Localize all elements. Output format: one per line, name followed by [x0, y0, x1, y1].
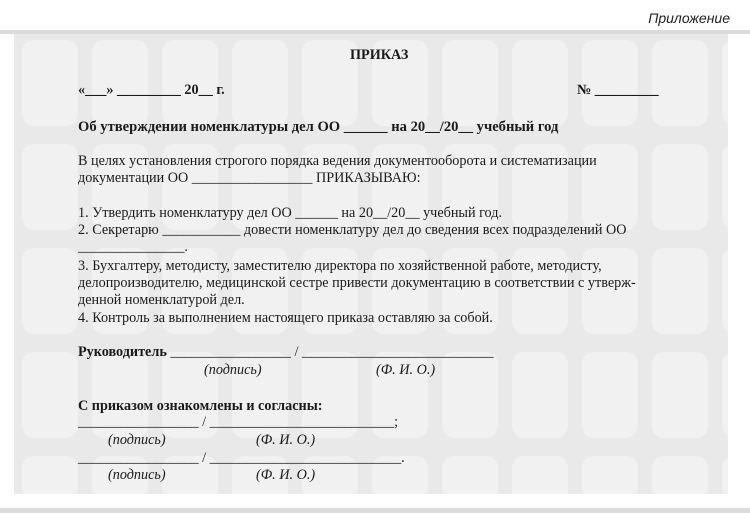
ack-1-signature-caption: (подпись) — [108, 432, 166, 448]
item-2: 2. Секретарю ___________ довести номенклатуру дел до сведения всех подразделений ОО — [78, 222, 627, 238]
intro-line-2: документации ОО _________________ ПРИКАЗЫВАЮ: — [78, 170, 421, 186]
head-signature-caption: (подпись) — [204, 362, 262, 378]
number-line: № _________ — [577, 82, 659, 98]
order-subject: Об утверждении номенклатуры дел ОО ______ на 20__/20__ учебный год — [78, 119, 559, 135]
appendix-label: Приложение — [648, 10, 730, 26]
ack-1-name-caption: (Ф. И. О.) — [256, 432, 316, 448]
item-4: 4. Контроль за выполнением настоящего приказа оставляю за собой. — [78, 310, 493, 326]
head-signature-blanks: _________________ / ___________________________ — [166, 344, 494, 360]
ack-2-signature-caption: (подпись) — [108, 467, 166, 483]
ack-2-name-caption: (Ф. И. О.) — [256, 467, 316, 483]
doc-title: ПРИКАЗ — [350, 47, 409, 63]
item-2-continuation: _______________. — [78, 239, 188, 255]
acknowledgement-line-1: _________________ / __________________________; — [78, 414, 399, 430]
item-1: 1. Утвердить номенклатуру дел ОО ______ на 20__/20__ учебный год. — [78, 205, 503, 221]
acknowledgement-title: С приказом ознакомлены и согласны: — [78, 398, 323, 414]
head-signature-line — [78, 344, 494, 361]
date-line: «___» _________ 20__ г. — [78, 82, 225, 98]
document-sheet — [14, 34, 728, 494]
item-3-line-1: 3. Бухгалтеру, методисту, заместителю директора по хозяйственной работе, методисту, — [78, 258, 602, 274]
intro-line-1: В целях установления строгого порядка ведения документооборота и систематизации — [78, 153, 597, 169]
acknowledgement-line-2: _________________ / ___________________________. — [78, 450, 405, 466]
head-name-caption: (Ф. И. О.) — [376, 362, 436, 378]
item-3-line-2: делопроизводителю, медицинской сестре привести документацию в соответствии с утверж- — [78, 275, 636, 291]
head-label: Руководитель — [78, 344, 167, 360]
item-3-line-3: денной номенклатурой дел. — [78, 292, 245, 308]
footer-divider — [0, 508, 750, 513]
order-document — [14, 34, 728, 494]
